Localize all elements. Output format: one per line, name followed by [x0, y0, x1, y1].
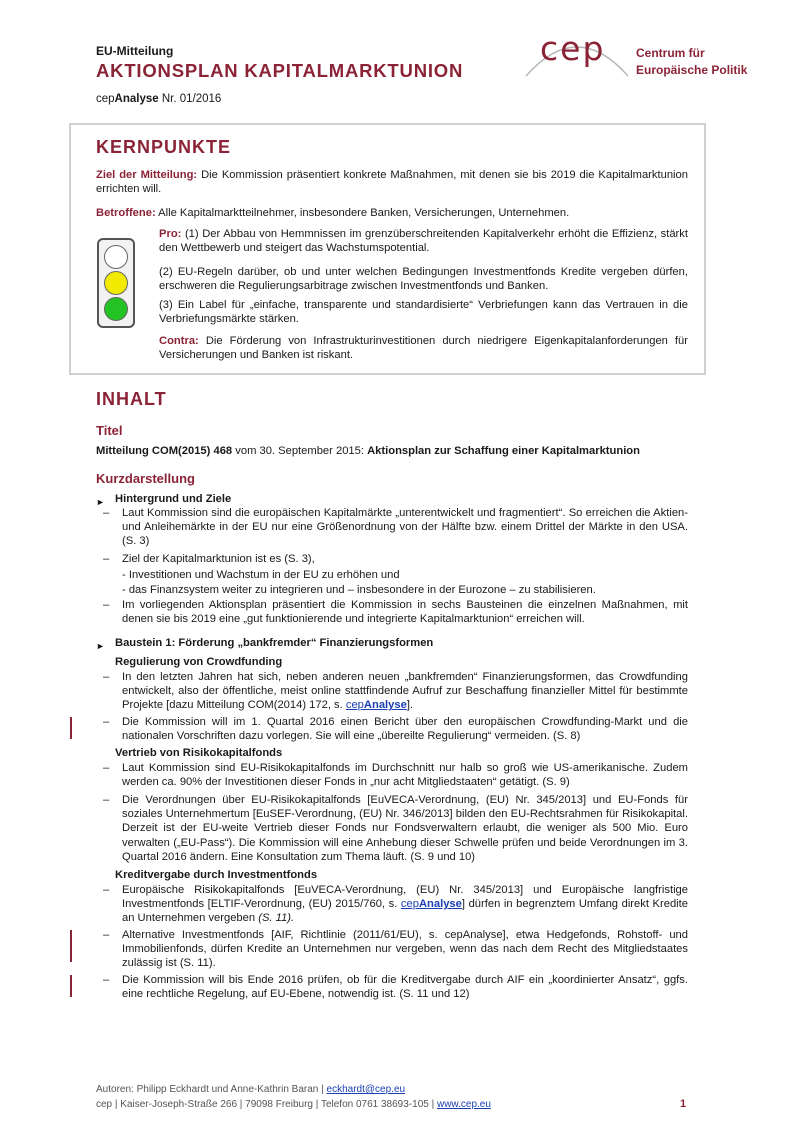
kreditvergabe-text-mid: ] dürfen in begrenztem Umfang direkt Kredite an Unternehmen vergeben: [122, 898, 688, 925]
series-prefix: cep: [96, 93, 115, 105]
titel-date: vom 30. September 2015:: [232, 445, 368, 457]
list-item: Die Verordnungen über EU-Risikokapitalfonds [EuVECA-Verordnung, (EU) Nr. 345/2013] und EU-Fonds für soziales Unternehmertum [EuSEF-Verordnung, (EU) Nr. 346/2013] bilden den EU-Rechtsrahmen für Risikokapital. Derzeit ist der EU-weite Vertrieb dieser Fonds nur Fondsverwaltern erlaubt, die weniger als 500 Mio. Euro verwalten („EU-Pass“). Die Kommission will eine Anhebung dieser Schwelle prüfen und beide Verordnungen im 3. Quartal 2016 ändern. Eine Konsultation zum Thema läuft. (S. 9 und 10): [122, 794, 688, 863]
list-item: [122, 670, 688, 713]
page-number: 1: [680, 1098, 687, 1110]
cep-logo: cep: [540, 29, 606, 68]
org-line-2: Europäische Politik: [636, 63, 748, 77]
contra-text: Die Förderung von Infrastrukturinvestitionen durch niedrigere Eigenkapitalanforderungen für Versicherungen und Banken ist riskant.: [159, 335, 688, 362]
crowdfunding-text: In den letzten Jahren hat sich, neben anderen neuen „bankfremden“ Finanzierungsformen, das Crowdfunding entwickelt, also der öffentliche, meist online stattfindende Aufruf zur Beschaffung finanzieller Mittel für bestimmte Projekte [dazu Mitteilung COM(2014) 172, s.: [122, 671, 688, 712]
address-text: cep | Kaiser-Joseph-Straße 266 | 79098 Freiburg | Telefon 0761 38693-105 |: [96, 1099, 437, 1110]
contra-paragraph: [159, 334, 688, 362]
cep-analyse-link[interactable]: cepAnalyse: [345, 699, 407, 712]
list-subitem: - das Finanzsystem weiter zu integrieren und – insbesondere in der Eurozone – zu stabilisieren.: [122, 584, 596, 596]
document-title: AKTIONSPLAN KAPITALMARKTUNION: [96, 60, 464, 81]
change-marker: [70, 975, 72, 997]
series-suffix: Nr. 01/2016: [158, 93, 222, 105]
kreditvergabe-ref: (S. 11).: [258, 912, 295, 925]
pro-paragraph-3: (3) Ein Label für „einfache, transparente und standardisierte“ Verbriefungen kann das Vertrauen in die Verbriefungsmärkte stärken.: [159, 299, 688, 326]
org-line-1: Centrum für: [636, 46, 705, 60]
pro-paragraph-1: [159, 227, 688, 255]
dash-icon: –: [103, 507, 110, 519]
website-link[interactable]: www.cep.eu: [436, 1099, 491, 1110]
titel-document: Mitteilung COM(2015) 468: [96, 445, 233, 457]
series-number: [96, 92, 221, 106]
lamp-white: [104, 245, 128, 269]
section-title-hintergrund: Hintergrund und Ziele: [115, 493, 232, 505]
footer-authors: [96, 1083, 405, 1097]
dash-icon: –: [103, 794, 110, 806]
email-link[interactable]: eckhardt@cep.eu: [326, 1084, 406, 1095]
traffic-light-icon: [97, 238, 135, 328]
betroffene-text: Alle Kapitalmarktteilnehmer, insbesondere Banken, Versicherungen, Unternehmen.: [155, 207, 570, 219]
ziel-label: Ziel der Mitteilung:: [96, 169, 198, 181]
document-type: EU-Mitteilung: [96, 44, 174, 58]
subsection-kreditvergabe: Kreditvergabe durch Investmentfonds: [115, 869, 318, 881]
betroffene-paragraph: [96, 206, 688, 220]
dash-icon: –: [103, 974, 110, 986]
dash-icon: –: [103, 553, 110, 565]
dash-icon: –: [103, 716, 110, 728]
kreditvergabe-text: Europäische Risikokapitalfonds [EuVECA-Verordnung, (EU) Nr. 345/2013] und Europäische langfristige Investmentfonds [ELTIF-Verordnung, (EU) 2015/760, s.: [122, 884, 688, 911]
titel-name: Aktionsplan zur Schaffung einer Kapitalmarktunion: [367, 445, 640, 457]
organization-name: [636, 45, 747, 79]
dash-icon: –: [103, 884, 110, 896]
kernpunkte-heading: KERNPUNKTE: [96, 137, 232, 157]
list-item: Die Kommission will bis Ende 2016 prüfen, ob für die Kreditvergabe durch AIF ein „koordinierter Ansatz“, ggfs. eine rechtliche Regelung, auf EU-Ebene, notwendig ist. (S. 11 und 12): [122, 974, 688, 1001]
lamp-yellow: [104, 271, 128, 295]
subsection-risikokapitalfonds: Vertrieb von Risikokapitalfonds: [115, 747, 283, 759]
ziel-text: Die Kommission präsentiert konkrete Maßnahmen, mit denen sie bis 2019 die Kapitalmarktunion errichten will.: [96, 169, 688, 196]
contra-label: Contra:: [159, 335, 199, 347]
pro-label: Pro:: [159, 228, 182, 240]
inhalt-heading: INHALT: [96, 389, 167, 409]
series-bold: Analyse: [114, 93, 159, 105]
dash-icon: –: [103, 599, 110, 611]
crowdfunding-text-end: ].: [406, 699, 414, 712]
ziel-paragraph: [96, 168, 688, 196]
dash-icon: –: [103, 671, 110, 683]
authors-text: Autoren: Philipp Eckhardt und Anne-Kathrin Baran |: [96, 1084, 327, 1095]
pro-paragraph-2: (2) EU-Regeln darüber, ob und unter welchen Bedingungen Investmentfonds Kredite vergeben dürfen, erschweren die Regulierungsarbitrage zwischen Investmentfonds und Banken.: [159, 266, 688, 293]
section-title-baustein-1: Baustein 1: Förderung „bankfremder“ Finanzierungsformen: [115, 637, 434, 649]
dash-icon: –: [103, 762, 110, 774]
pro-text-1: (1) Der Abbau von Hemmnissen im grenzüberschreitenden Kapitalverkehr erhöht die Effizienz, stärkt den Wettbewerb und steigert das Wachstumspotential.: [159, 228, 688, 255]
dash-icon: –: [103, 929, 110, 941]
cep-analyse-link[interactable]: cepAnalyse: [400, 898, 462, 911]
kurzdarstellung-heading: Kurzdarstellung: [96, 471, 195, 486]
change-marker: [70, 930, 72, 962]
change-marker: [70, 717, 72, 739]
list-item: Alternative Investmentfonds [AIF, Richtlinie (2011/61/EU), s. cepAnalyse], etwa Hedgefonds, Rohstoff- und Immobilienfonds, dürfen Kredite an Unternehmen nur vergeben, wenn das nach dem Recht des Mitgliedstaates zulässig ist (S. 11).: [122, 929, 688, 970]
subsection-crowdfunding: Regulierung von Crowdfunding: [115, 656, 283, 668]
list-item: Ziel der Kapitalmarktunion ist es (S. 3),: [122, 553, 315, 565]
lamp-green: [104, 297, 128, 321]
list-item: Laut Kommission sind EU-Risikokapitalfonds im Durchschnitt nur halb so groß wie US-amerikanische. Zudem werden ca. 90% der Investitionen dieser Fonds in „nur acht Mitgliedstaaten“ getätigt. (S. 9): [122, 762, 688, 789]
bullet-icon: ►: [96, 497, 105, 507]
footer-address: [96, 1098, 491, 1112]
list-item: Im vorliegenden Aktionsplan präsentiert die Kommission in sechs Bausteinen die einzelnen Maßnahmen, mit denen sie bis 2019 eine „gut funktionierende und integrierte Kapitalmarktunion“ erreichen will.: [122, 599, 688, 626]
list-item: Die Kommission will im 1. Quartal 2016 einen Bericht über den europäischen Crowdfunding-Markt und die nationalen Vorschriften dazu vorlegen. Sie will eine „übereilte Regulierung“ vermeiden. (S. 8): [122, 716, 688, 743]
list-item: [122, 883, 688, 926]
list-subitem: - Investitionen und Wachstum in der EU zu erhöhen und: [122, 569, 400, 581]
bullet-icon: ►: [96, 641, 105, 651]
titel-line: [96, 444, 696, 458]
betroffene-label: Betroffene:: [96, 207, 156, 219]
list-item: Laut Kommission sind die europäischen Kapitalmärkte „unterentwickelt und fragmentiert“. So erreichen die Aktien- und Anleihemärkte in der EU nur eine Größenordnung von der Hälfte bzw. einem Drittel der Märkte in den USA. (S. 3): [122, 507, 688, 548]
titel-heading: Titel: [96, 423, 123, 438]
